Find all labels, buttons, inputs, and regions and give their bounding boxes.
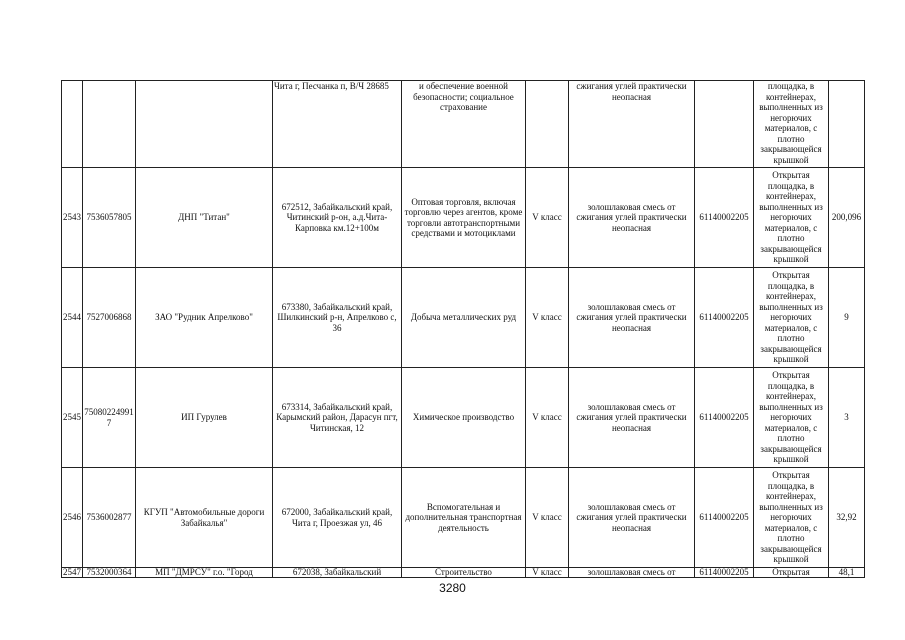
inn-cell: 7536002877 [83, 468, 136, 568]
waste-code-cell: 61140002205 [695, 368, 754, 468]
address-cell: 672000, Забайкальский край, Чита г, Проезжая ул, 46 [273, 468, 402, 568]
amount-cell [829, 81, 865, 168]
activity-cell: Строительство [402, 568, 526, 578]
row-number-cell: 2547 [63, 567, 81, 577]
waste-code-cell: 61140002205 [695, 568, 754, 578]
row-number-cell: 2544 [62, 268, 83, 368]
waste-code-cell: 61140002205 [695, 468, 754, 568]
organization-cell: ДНП "Титан" [136, 168, 273, 268]
waste-code-cell: 61140002205 [695, 168, 754, 268]
inn-cell: 7527006868 [83, 268, 136, 368]
address-cell: 672038, Забайкальский [273, 568, 402, 578]
table-row [62, 368, 865, 468]
table-row [62, 268, 865, 368]
activity-cell: Оптовая торговля, включая торговлю через агентов, кроме торговли автотранспортными средствами и мотоциклами [402, 168, 526, 268]
hazard-class-cell: V класс [526, 468, 569, 568]
address-cell: Чита г, Песчанка п, В/Ч 28685 [273, 81, 402, 168]
waste-type-cell: золошлаковая смесь от [569, 568, 695, 578]
activity-cell: Химическое производство [402, 368, 526, 468]
inn-cell: 7532000364 [83, 568, 136, 578]
storage-method-cell: площадка, в контейнерах, выполненных из негорючих материалов, с плотно закрывающейся крышкой [754, 81, 829, 168]
waste-type-cell: золошлаковая смесь от сжигания углей практически неопасная [569, 268, 695, 368]
organization-cell: МП "ДМРСУ" г.о. "Город [136, 568, 273, 578]
row-number-cell [62, 81, 83, 168]
organization-cell: ИП Гурулев [136, 368, 273, 468]
waste-type-cell: золошлаковая смесь от сжигания углей практически неопасная [569, 168, 695, 268]
address-cell: 672512, Забайкальский край, Читинский р-он, а.д.Чита-Карповка км.12+100м [273, 168, 402, 268]
storage-method-cell: Открытая площадка, в контейнерах, выполненных из негорючих материалов, с плотно закрывающейся крышкой [754, 168, 829, 268]
waste-code-cell: 61140002205 [695, 268, 754, 368]
activity-cell: Добыча металлических руд [402, 268, 526, 368]
amount-cell: 3 [829, 368, 865, 468]
hazard-class-cell: V класс [526, 268, 569, 368]
amount-cell: 48,1 [829, 568, 865, 578]
storage-method-cell: Открытая площадка, в контейнерах, выполненных из негорючих материалов, с плотно закрывающейся крышкой [754, 468, 829, 568]
organization-cell [136, 81, 273, 168]
amount-cell: 32,92 [829, 468, 865, 568]
address-cell: 673314, Забайкальский край, Карымский район, Дарасун пгт, Читинская, 12 [273, 368, 402, 468]
table-row [62, 168, 865, 268]
hazard-class-cell [526, 81, 569, 168]
activity-cell: и обеспечение военной безопасности; социальное страхование [402, 81, 526, 168]
waste-registry-table [61, 80, 865, 578]
activity-cell: Вспомогательная и дополнительная транспортная деятельность [402, 468, 526, 568]
row-number-cell: 2543 [62, 168, 83, 268]
table-row [62, 568, 865, 578]
waste-type-cell: золошлаковая смесь от сжигания углей практически неопасная [569, 468, 695, 568]
storage-method-cell: Открытая площадка, в контейнерах, выполненных из негорючих материалов, с плотно закрывающейся крышкой [754, 368, 829, 468]
amount-cell: 9 [829, 268, 865, 368]
inn-cell: 7536057805 [83, 168, 136, 268]
page-number: 3280 [439, 581, 466, 595]
inn-cell [83, 81, 136, 168]
amount-cell: 200,096 [829, 168, 865, 268]
hazard-class-cell: V класс [526, 168, 569, 268]
storage-method-cell: Открытая площадка, в контейнерах, выполненных из негорючих материалов, с плотно закрывающейся крышкой [754, 268, 829, 368]
table-row [62, 468, 865, 568]
table-row [62, 81, 865, 168]
storage-method-cell: Открытая [754, 568, 829, 578]
waste-type-cell: золошлаковая смесь от сжигания углей практически неопасная [569, 368, 695, 468]
row-number-cell: 2546 [62, 468, 83, 568]
waste-code-cell [695, 81, 754, 168]
organization-cell: ЗАО "Рудник Апрелково" [136, 268, 273, 368]
address-cell: 673380, Забайкальский край, Шилкинский р-н, Апрелково с, 36 [273, 268, 402, 368]
hazard-class-cell: V класс [526, 568, 569, 578]
hazard-class-cell: V класс [526, 368, 569, 468]
row-number-cell: 2545 [62, 368, 83, 468]
organization-cell: КГУП "Автомобильные дороги Забайкалья" [136, 468, 273, 568]
inn-cell: 750802249917 [83, 368, 136, 468]
waste-type-cell: сжигания углей практически неопасная [569, 81, 695, 168]
